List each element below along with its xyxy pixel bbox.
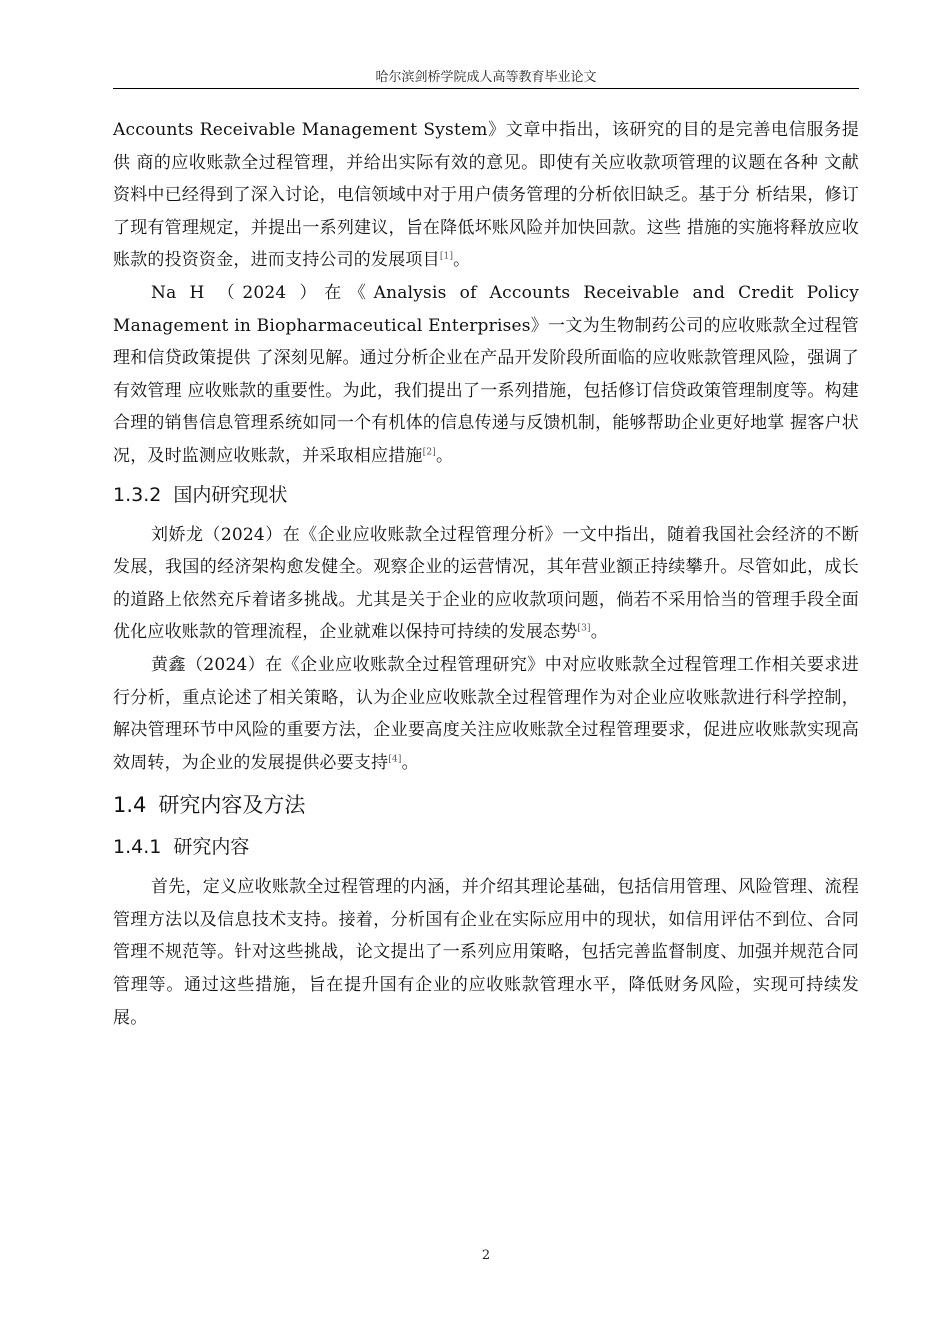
section-heading-1-4 — [113, 785, 859, 825]
paragraph-foreign-study-1 — [113, 114, 859, 277]
page-number: 2 — [481, 1248, 491, 1263]
page-header: 哈尔滨剑桥学院成人高等教育毕业论文 — [375, 70, 597, 85]
paragraph-end: 。 — [590, 622, 608, 643]
paragraph-research-content — [113, 871, 859, 1034]
paragraph-end: 。 — [401, 752, 419, 773]
paragraph-domestic-study-1 — [113, 519, 859, 649]
section-number: 1.4 — [113, 793, 147, 818]
citation-3: [3] — [577, 623, 591, 634]
citation-1: [1] — [439, 251, 454, 262]
section-heading-1-4-1 — [113, 829, 859, 865]
section-title: 研究内容及方法 — [158, 793, 306, 818]
paragraph-foreign-study-2 — [113, 277, 859, 473]
paragraph-text: 黄鑫（2024）在《企业应收账款全过程管理研究》中对应收账款全过程管理工作相关要求进行分析，重点论述了相关策略，认为企业应收账款全过程管理作为对企业应收账款进行科学控制，解决管理环节中风险的重要方法，企业要高度关注应收账款全过程管理要求，促进应收账款实现高效周转，为企业的发展提供必要支持 — [113, 654, 859, 773]
section-number: 1.4.1 — [113, 836, 162, 859]
document-body — [113, 114, 859, 1034]
paragraph-text: Na H （2024 ）在《Analysis of Accounts Receivable and Credit Policy Management in Biopharmaceutical Enterprises》一文为生物制药公司的应收账款全过程管理和信贷政策提供 了深刻见解。通过分析企业在产品开发阶段所面临的应收账款管理风险，强调了有效管理 应收账款的重要性。为此，我们提出了一系列措施，包括修订信贷政策管理制度等。构建 合理的销售信息管理系统如同一个有机体的信息传递与反馈机制，能够帮助企业更好地掌 握客户状况，及时监测应收账款，并采取相应措施 — [113, 282, 859, 466]
section-title: 研究内容 — [173, 836, 250, 859]
paragraph-end: 。 — [435, 445, 454, 466]
paragraph-text: Accounts Receivable Management System》文章中指出，该研究的目的是完善电信服务提供 商的应收账款全过程管理，并给出实际有效的意见。即使有关应收款项管理的议题在各种 文献资料中已经得到了深入讨论，电信领域中对于用户债务管理的分析依旧缺乏。基于分 析结果，修订了现有管理规定，并提出一系列建议，旨在降低坏账风险并加快回款。这些 措施的实施将释放应收账款的投资资金，进而支持公司的发展项目 — [113, 120, 859, 271]
section-number: 1.3.2 — [113, 483, 162, 506]
citation-2: [2] — [422, 447, 436, 458]
section-title: 国内研究现状 — [173, 483, 288, 506]
paragraph-text: 刘娇龙（2024）在《企业应收账款全过程管理分析》一文中指出，随着我国社会经济的不断发展，我国的经济架构愈发健全。观察企业的运营情况，其年营业额正持续攀升。尽管如此，成长的道路上依然充斥着诸多挑战。尤其是关于企业的应收款项问题，倘若不采用恰当的管理手段全面优化应收账款的管理流程，企业就难以保持可持续的发展态势 — [113, 524, 859, 643]
paragraph-end: 。 — [453, 250, 471, 271]
paragraph-domestic-study-2 — [113, 649, 859, 779]
paragraph-text: 首先，定义应收账款全过程管理的内涵，并介绍其理论基础，包括信用管理、风险管理、流程管理方法以及信息技术支持。接着，分析国有企业在实际应用中的现状，如信用评估不到位、合同管理不规范等。针对这些挑战，论文提出了一系列应用策略，包括完善监督制度、加强并规范合同管理等。通过这些措施，旨在提升国有企业的应收账款管理水平，降低财务风险，实现可持续发展。 — [113, 877, 859, 1028]
header-divider — [113, 88, 859, 89]
section-heading-1-3-2 — [113, 477, 859, 513]
citation-4: [4] — [388, 754, 402, 765]
